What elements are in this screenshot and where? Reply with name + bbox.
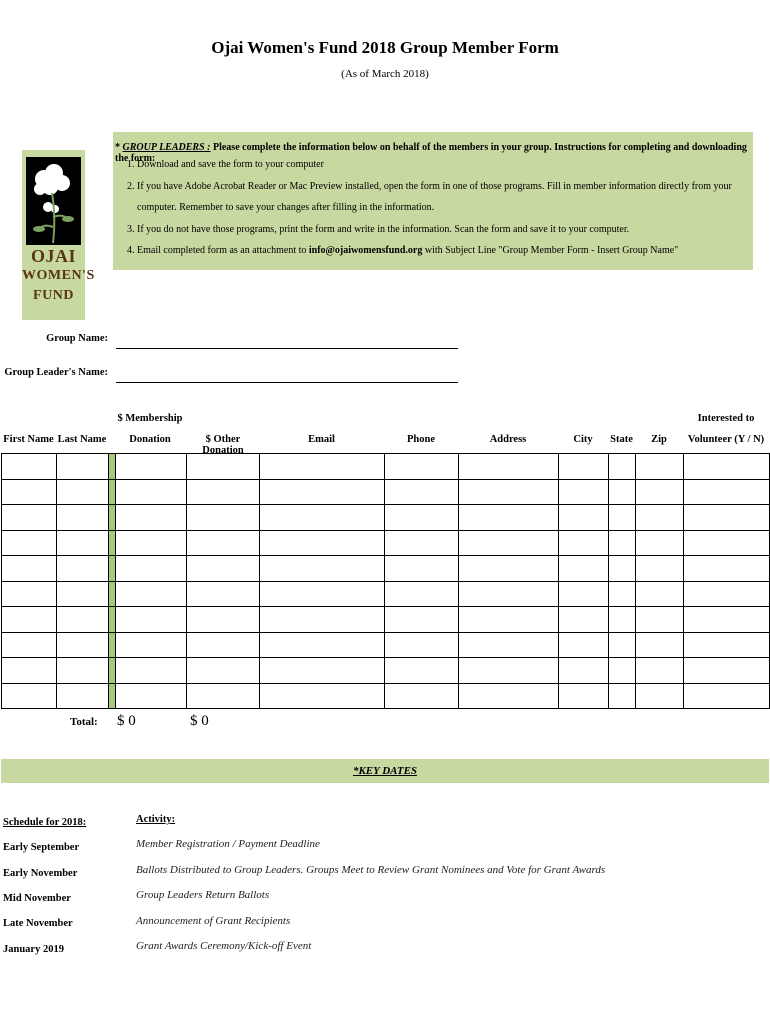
volunteer-cell[interactable] (684, 581, 770, 607)
address-cell[interactable] (459, 607, 559, 633)
email-cell[interactable] (260, 632, 385, 658)
logo-text-ojai: OJAI (30, 246, 76, 266)
schedule-activity: Ballots Distributed to Group Leaders. Groups Meet to Review Grant Nominees and Vote for Grant Awards (136, 864, 606, 876)
email-cell[interactable] (260, 530, 385, 556)
membership-donation-cell[interactable] (116, 479, 187, 505)
volunteer-cell[interactable] (684, 556, 770, 582)
zip-cell[interactable] (636, 581, 684, 607)
address-cell[interactable] (459, 530, 559, 556)
other-donation-cell[interactable] (187, 581, 260, 607)
email-cell[interactable] (260, 479, 385, 505)
last-name-cell[interactable] (57, 530, 109, 556)
table-row (2, 556, 770, 582)
table-row (2, 658, 770, 684)
col-header-city: City (573, 434, 593, 445)
other-donation-cell[interactable] (187, 479, 260, 505)
schedule-activity: Member Registration / Payment Deadline (136, 838, 320, 850)
schedule-activity: Announcement of Grant Recipients (136, 915, 291, 927)
other-donation-cell[interactable] (187, 683, 260, 709)
city-cell[interactable] (559, 454, 609, 480)
other-donation-cell[interactable] (187, 632, 260, 658)
zip-cell[interactable] (636, 683, 684, 709)
phone-cell[interactable] (385, 454, 459, 480)
zip-cell[interactable] (636, 454, 684, 480)
last-name-cell[interactable] (57, 556, 109, 582)
table-row (2, 454, 770, 480)
membership-donation-cell[interactable] (116, 683, 187, 709)
total-label: Total: (70, 716, 98, 728)
state-cell[interactable] (609, 607, 636, 633)
col-header-phone: Phone (406, 434, 435, 445)
group-leader-name-field[interactable] (116, 382, 458, 383)
address-cell[interactable] (459, 581, 559, 607)
table-row (2, 505, 770, 531)
address-cell[interactable] (459, 479, 559, 505)
city-cell[interactable] (559, 530, 609, 556)
address-cell[interactable] (459, 556, 559, 582)
member-table-body (2, 454, 770, 709)
first-name-cell[interactable] (2, 607, 57, 633)
last-name-cell[interactable] (57, 658, 109, 684)
email-cell[interactable] (260, 581, 385, 607)
last-name-cell[interactable] (57, 454, 109, 480)
city-cell[interactable] (559, 658, 609, 684)
zip-cell[interactable] (636, 607, 684, 633)
email-cell[interactable] (260, 658, 385, 684)
divider-cell (109, 658, 116, 684)
first-name-cell[interactable] (2, 505, 57, 531)
phone-cell[interactable] (385, 505, 459, 531)
first-name-cell[interactable] (2, 454, 57, 480)
email-cell[interactable] (260, 683, 385, 709)
state-cell[interactable] (609, 530, 636, 556)
membership-donation-cell[interactable] (116, 581, 187, 607)
col-header-other-donation: $ Other Donation (202, 434, 244, 456)
email-cell[interactable] (260, 556, 385, 582)
phone-cell[interactable] (385, 658, 459, 684)
col-header-zip: Zip (651, 434, 667, 445)
table-row (2, 632, 770, 658)
first-name-cell[interactable] (2, 530, 57, 556)
address-cell[interactable] (459, 632, 559, 658)
membership-donation-cell[interactable] (116, 607, 187, 633)
first-name-cell[interactable] (2, 632, 57, 658)
col-header-address: Address (489, 434, 527, 445)
divider-cell (109, 683, 116, 709)
instruction-step: 1. Download and save the form to your computer (137, 154, 753, 176)
state-cell[interactable] (609, 683, 636, 709)
other-donation-cell[interactable] (187, 454, 260, 480)
last-name-cell[interactable] (57, 505, 109, 531)
zip-cell[interactable] (636, 479, 684, 505)
first-name-cell[interactable] (2, 479, 57, 505)
volunteer-cell[interactable] (684, 607, 770, 633)
group-leader-name-label: Group Leader's Name: (4, 367, 108, 378)
state-cell[interactable] (609, 505, 636, 531)
email-cell[interactable] (260, 505, 385, 531)
col-header-volunteer: Volunteer (Y / N) (687, 434, 765, 445)
membership-donation-cell[interactable] (116, 632, 187, 658)
logo-text-womens: WOMEN'S (22, 268, 95, 283)
instructions-list (123, 154, 753, 262)
group-name-label: Group Name: (46, 333, 108, 344)
phone-cell[interactable] (385, 530, 459, 556)
table-row (2, 607, 770, 633)
divider-cell (109, 530, 116, 556)
city-cell[interactable] (559, 556, 609, 582)
address-cell[interactable] (459, 505, 559, 531)
city-cell[interactable] (559, 683, 609, 709)
city-cell[interactable] (559, 505, 609, 531)
key-dates-title: *KEY DATES (352, 765, 418, 777)
last-name-cell[interactable] (57, 479, 109, 505)
schedule-activity: Group Leaders Return Ballots (136, 889, 270, 901)
col-header-email: Email (308, 434, 335, 445)
last-name-cell[interactable] (57, 581, 109, 607)
volunteer-cell[interactable] (684, 479, 770, 505)
group-leaders-label: GROUP LEADERS : (122, 142, 211, 153)
other-donation-cell[interactable] (187, 556, 260, 582)
state-cell[interactable] (609, 581, 636, 607)
address-cell[interactable] (459, 683, 559, 709)
schedule-date: Late November (3, 918, 73, 929)
other-donation-cell[interactable] (187, 505, 260, 531)
other-donation-total: $ 0 (190, 713, 209, 729)
table-row (2, 683, 770, 709)
col-header-first-name: First Name (3, 434, 54, 445)
city-cell[interactable] (559, 479, 609, 505)
membership-donation-cell[interactable] (116, 530, 187, 556)
city-cell[interactable] (559, 581, 609, 607)
zip-cell[interactable] (636, 658, 684, 684)
last-name-cell[interactable] (57, 607, 109, 633)
last-name-cell[interactable] (57, 632, 109, 658)
volunteer-cell[interactable] (684, 505, 770, 531)
email-cell[interactable] (260, 454, 385, 480)
city-cell[interactable] (559, 632, 609, 658)
schedule-date: January 2019 (3, 944, 64, 955)
email-cell[interactable] (260, 607, 385, 633)
instruction-step: 4. Email completed form as an attachment to info@ojaiwomensfund.org with Subject Line "Group Member Form - Insert Group Name" (137, 240, 753, 262)
zip-cell[interactable] (636, 556, 684, 582)
zip-cell[interactable] (636, 505, 684, 531)
divider-cell (109, 581, 116, 607)
first-name-cell[interactable] (2, 683, 57, 709)
key-dates-bar (1, 759, 769, 783)
member-table (1, 453, 770, 709)
state-cell[interactable] (609, 632, 636, 658)
volunteer-cell[interactable] (684, 632, 770, 658)
divider-cell (109, 454, 116, 480)
col-header-membership-donation: Donation (129, 434, 171, 445)
page-subtitle: (As of March 2018) (341, 68, 429, 80)
first-name-cell[interactable] (2, 658, 57, 684)
col-header-membership: $ Membership (117, 413, 183, 424)
logo-text-fund: FUND (33, 288, 74, 303)
zip-cell[interactable] (636, 530, 684, 556)
phone-cell[interactable] (385, 632, 459, 658)
city-cell[interactable] (559, 607, 609, 633)
address-cell[interactable] (459, 658, 559, 684)
volunteer-cell[interactable] (684, 530, 770, 556)
col-header-state: State (610, 434, 633, 445)
first-name-cell[interactable] (2, 581, 57, 607)
phone-cell[interactable] (385, 607, 459, 633)
instruction-step: 3. If you do not have those programs, print the form and write in the information. Scan the form and save it to your computer. (137, 219, 753, 241)
schedule-date: Early September (3, 842, 80, 853)
divider-cell (109, 632, 116, 658)
membership-donation-cell[interactable] (116, 658, 187, 684)
instructions-panel (113, 132, 753, 270)
last-name-cell[interactable] (57, 683, 109, 709)
page-title: Ojai Women's Fund 2018 Group Member Form (211, 38, 559, 57)
contact-email[interactable]: info@ojaiwomensfund.org (308, 245, 423, 256)
ojai-womens-fund-logo (22, 150, 95, 320)
zip-cell[interactable] (636, 632, 684, 658)
activity-header: Activity: (136, 814, 176, 825)
volunteer-cell[interactable] (684, 658, 770, 684)
membership-total: $ 0 (117, 713, 136, 729)
instruction-step: 2. If you have Adobe Acrobat Reader or Mac Preview installed, open the form in one of those programs. Fill in member information directly from your computer. Remember to save your changes after filling in the information. (137, 176, 753, 219)
table-row (2, 581, 770, 607)
table-row (2, 479, 770, 505)
state-cell[interactable] (609, 556, 636, 582)
membership-donation-cell[interactable] (116, 505, 187, 531)
schedule-date: Mid November (3, 893, 71, 904)
col-header-last-name: Last Name (57, 434, 107, 445)
divider-cell (109, 479, 116, 505)
col-header-interested: Interested to (697, 413, 755, 424)
other-donation-cell[interactable] (187, 607, 260, 633)
membership-donation-cell[interactable] (116, 556, 187, 582)
divider-cell (109, 505, 116, 531)
phone-cell[interactable] (385, 479, 459, 505)
flower-icon (26, 157, 81, 245)
other-donation-cell[interactable] (187, 530, 260, 556)
state-cell[interactable] (609, 658, 636, 684)
membership-donation-cell[interactable] (116, 454, 187, 480)
state-cell[interactable] (609, 454, 636, 480)
phone-cell[interactable] (385, 683, 459, 709)
instructions-heading: * GROUP LEADERS : Please complete the information below on behalf of the members in your group. Instructions for completing and downloading the form: (115, 142, 747, 164)
state-cell[interactable] (609, 479, 636, 505)
address-cell[interactable] (459, 454, 559, 480)
phone-cell[interactable] (385, 556, 459, 582)
divider-cell (109, 556, 116, 582)
volunteer-cell[interactable] (684, 454, 770, 480)
schedule-activity: Grant Awards Ceremony/Kick-off Event (136, 940, 312, 952)
phone-cell[interactable] (385, 581, 459, 607)
divider-cell (109, 607, 116, 633)
first-name-cell[interactable] (2, 556, 57, 582)
group-name-field[interactable] (116, 348, 458, 349)
schedule-date: Early November (3, 868, 78, 879)
schedule-header: Schedule for 2018: (3, 817, 87, 828)
volunteer-cell[interactable] (684, 683, 770, 709)
other-donation-cell[interactable] (187, 658, 260, 684)
table-row (2, 530, 770, 556)
